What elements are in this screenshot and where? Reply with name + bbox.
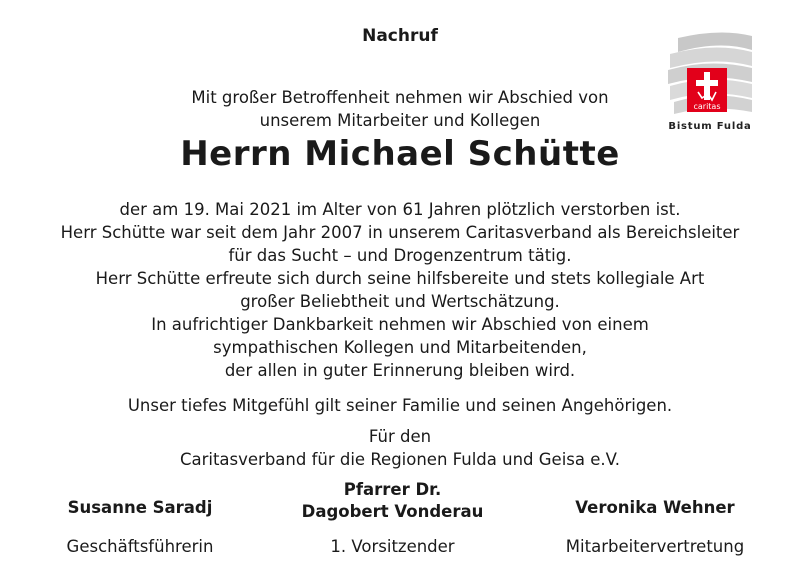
signatory-name-line: Veronika Wehner [575, 498, 735, 517]
body-line: für das Sucht – und Drogenzentrum tätig. [228, 246, 572, 265]
body-line: der allen in guter Erinnerung bleiben wird. [224, 361, 576, 380]
body-line: sympathischen Kollegen und Mitarbeitenden, [213, 338, 587, 357]
signatory-name-line: Pfarrer Dr. [343, 480, 442, 499]
intro-text [0, 86, 800, 132]
on-behalf-line: Für den [368, 427, 432, 446]
notice-title: Nachruf [362, 26, 438, 46]
intro-line: unserem Mitarbeiter und Kollegen [259, 111, 541, 130]
signatory-role: 1. Vorsitzender [330, 537, 455, 556]
signatory-role: Geschäftsführerin [66, 537, 214, 556]
signatory-name [40, 497, 240, 519]
caritas-logo-text: caritas [693, 102, 721, 111]
intro-line: Mit großer Betroffenheit nehmen wir Abschied von [191, 88, 609, 107]
obituary-body [0, 198, 800, 382]
condolence-line: Unser tiefes Mitgefühl gilt seiner Familie und seinen Angehörigen. [127, 396, 673, 415]
logo-caption: Bistum Fulda [668, 121, 752, 132]
body-line: In aufrichtiger Dankbarkeit nehmen wir Abschied von einem [151, 315, 649, 334]
body-line: Herr Schütte war seit dem Jahr 2007 in unserem Caritasverband als Bereichsleiter [60, 223, 740, 242]
on-behalf-line: Caritasverband für die Regionen Fulda und Geisa e.V. [179, 450, 621, 469]
signatory-name [540, 497, 770, 519]
signatory-role: Mitarbeitervertretung [565, 537, 745, 556]
deceased-name: Herrn Michael Schütte [180, 134, 620, 174]
body-line: Herr Schütte erfreute sich durch seine hilfsbereite und stets kollegiale Art [95, 269, 705, 288]
body-line: großer Beliebtheit und Wertschätzung. [240, 292, 560, 311]
signatory-name [260, 479, 525, 523]
signatory-name-line: Dagobert Vonderau [301, 502, 484, 521]
signatory-name-line: Susanne Saradj [67, 498, 213, 517]
on-behalf-block [0, 425, 800, 471]
body-line: der am 19. Mai 2021 im Alter von 61 Jahren plötzlich verstorben ist. [119, 200, 681, 219]
